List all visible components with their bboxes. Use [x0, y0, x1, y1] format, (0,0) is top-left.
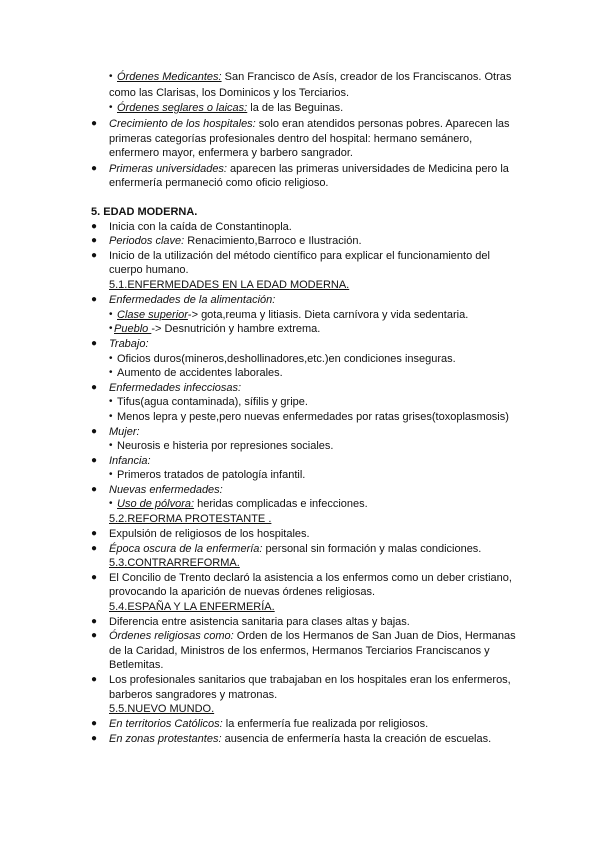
sub-bullet: •	[109, 71, 113, 82]
bullet: ●	[91, 426, 98, 437]
sub-bullet: •	[109, 469, 113, 480]
text-line: Mujer:	[109, 426, 140, 438]
text-line: Periodos clave: Renacimiento,Barroco e Ilustración.	[109, 235, 362, 247]
sub-bullet: •	[109, 353, 113, 364]
bullet: ●	[91, 630, 98, 641]
subsection-heading: 5.4.ESPAÑA Y LA ENFERMERÍA.	[109, 601, 275, 613]
text-line: Diferencia entre asistencia sanitaria para clases altas y bajas.	[109, 616, 410, 628]
text-line: Menos lepra y peste,pero nuevas enfermedades por ratas grises(toxoplasmosis)	[117, 411, 509, 423]
text-line: Órdenes religiosas como: Orden de los Hermanos de San Juan de Dios, Hermanas	[109, 630, 516, 642]
text-line: Nuevas enfermedades:	[109, 484, 223, 496]
text-line: Tifus(agua contaminada), sífilis y gripe.	[117, 396, 308, 408]
text-line: Pueblo -> Desnutrición y hambre extrema.	[114, 323, 321, 335]
text-line: barberos sangradores y matronas.	[109, 689, 278, 701]
subsection-heading: 5.3.CONTRARREFORMA.	[109, 557, 240, 569]
text-line: El Concilio de Trento declaró la asistencia a los enfermos como un deber cristiano,	[109, 572, 512, 584]
text-line: Betlemitas.	[109, 659, 164, 671]
subsection-heading: 5.2.REFORMA PROTESTANTE .	[109, 513, 272, 525]
text-line: En territorios Católicos: la enfermería fue realizada por religiosos.	[109, 718, 429, 730]
bullet: ●	[91, 528, 98, 539]
text-line: Primeras universidades: aparecen las primeras universidades de Medicina pero la	[109, 163, 509, 175]
text-line: Uso de pólvora: heridas complicadas e infecciones.	[117, 498, 368, 510]
subsection-heading: 5.5.NUEVO MUNDO.	[109, 703, 215, 715]
bullet: ●	[91, 118, 98, 129]
text-line: Oficios duros(mineros,deshollinadores,etc.)en condiciones inseguras.	[117, 353, 456, 365]
text-line: provocando la aparición de nuevas órdenes religiosas.	[109, 586, 376, 598]
text-line: Trabajo:	[109, 338, 149, 350]
sub-bullet: •	[109, 367, 113, 378]
sub-bullet: •	[109, 102, 113, 113]
text-line: primeras categorías profesionales dentro del hospital: hermano semánero,	[109, 133, 473, 145]
text-line: de la Caridad, Ministros de los enfermos, Hermanos Terciarios Franciscanos y	[109, 645, 490, 657]
bullet: ●	[91, 338, 98, 349]
text-line: enfermero mayor, enfermera y barbero sangrador.	[109, 147, 353, 159]
text-line: Época oscura de la enfermería: personal sin formación y malas condiciones.	[109, 543, 482, 555]
bullet: ●	[91, 221, 98, 232]
bullet: ●	[91, 733, 98, 744]
text-line: En zonas protestantes: ausencia de enfermería hasta la creación de escuelas.	[109, 733, 492, 745]
sub-bullet: •	[109, 323, 113, 334]
text-line: Primeros tratados de patología infantil.	[117, 469, 306, 481]
text-line: enfermería permaneció como oficio religioso.	[109, 177, 329, 189]
text-line: Clase superior-> gota,reuma y litiasis. Dieta carnívora y vida sedentaria.	[117, 309, 469, 321]
bullet: ●	[91, 382, 98, 393]
sub-bullet: •	[109, 498, 113, 509]
text-line: Enfermedades de la alimentación:	[109, 294, 276, 306]
bullet: ●	[91, 674, 98, 685]
sub-bullet: •	[109, 396, 113, 407]
sub-bullet: •	[109, 411, 113, 422]
text-line: Los profesionales sanitarios que trabajaban en los hospitales eran los enfermeros,	[109, 674, 511, 686]
text-line: Inicia con la caída de Constantinopla.	[109, 221, 292, 233]
bullet: ●	[91, 163, 98, 174]
bullet: ●	[91, 250, 98, 261]
sub-bullet: •	[109, 309, 113, 320]
text-line: Inicio de la utilización del método científico para explicar el funcionamiento del	[109, 250, 490, 262]
text-line: Enfermedades infecciosas:	[109, 382, 242, 394]
bullet: ●	[91, 294, 98, 305]
text-line: Neurosis e histeria por represiones sociales.	[117, 440, 334, 452]
bullet: ●	[91, 616, 98, 627]
text-line: Infancia:	[109, 455, 151, 467]
subsection-heading: 5.1.ENFERMEDADES EN LA EDAD MODERNA.	[109, 279, 350, 291]
text-line: Expulsión de religiosos de los hospitales.	[109, 528, 310, 540]
text-line: como las Clarisas, los Dominicos y los Terciarios.	[109, 87, 350, 99]
text-line: Órdenes seglares o laicas: la de las Beguinas.	[117, 102, 344, 114]
bullet: ●	[91, 718, 98, 729]
text-line: Órdenes Medicantes: San Francisco de Asís, creador de los Franciscanos. Otras	[117, 71, 512, 83]
text-line: Crecimiento de los hospitales: solo eran atendidos personas pobres. Aparecen las	[109, 118, 510, 130]
bullet: ●	[91, 543, 98, 554]
section-heading: 5. EDAD MODERNA.	[91, 206, 198, 218]
text-line: Aumento de accidentes laborales.	[117, 367, 283, 379]
bullet: ●	[91, 572, 98, 583]
bullet: ●	[91, 235, 98, 246]
bullet: ●	[91, 455, 98, 466]
sub-bullet: •	[109, 440, 113, 451]
text-line: cuerpo humano.	[109, 264, 189, 276]
bullet: ●	[91, 484, 98, 495]
